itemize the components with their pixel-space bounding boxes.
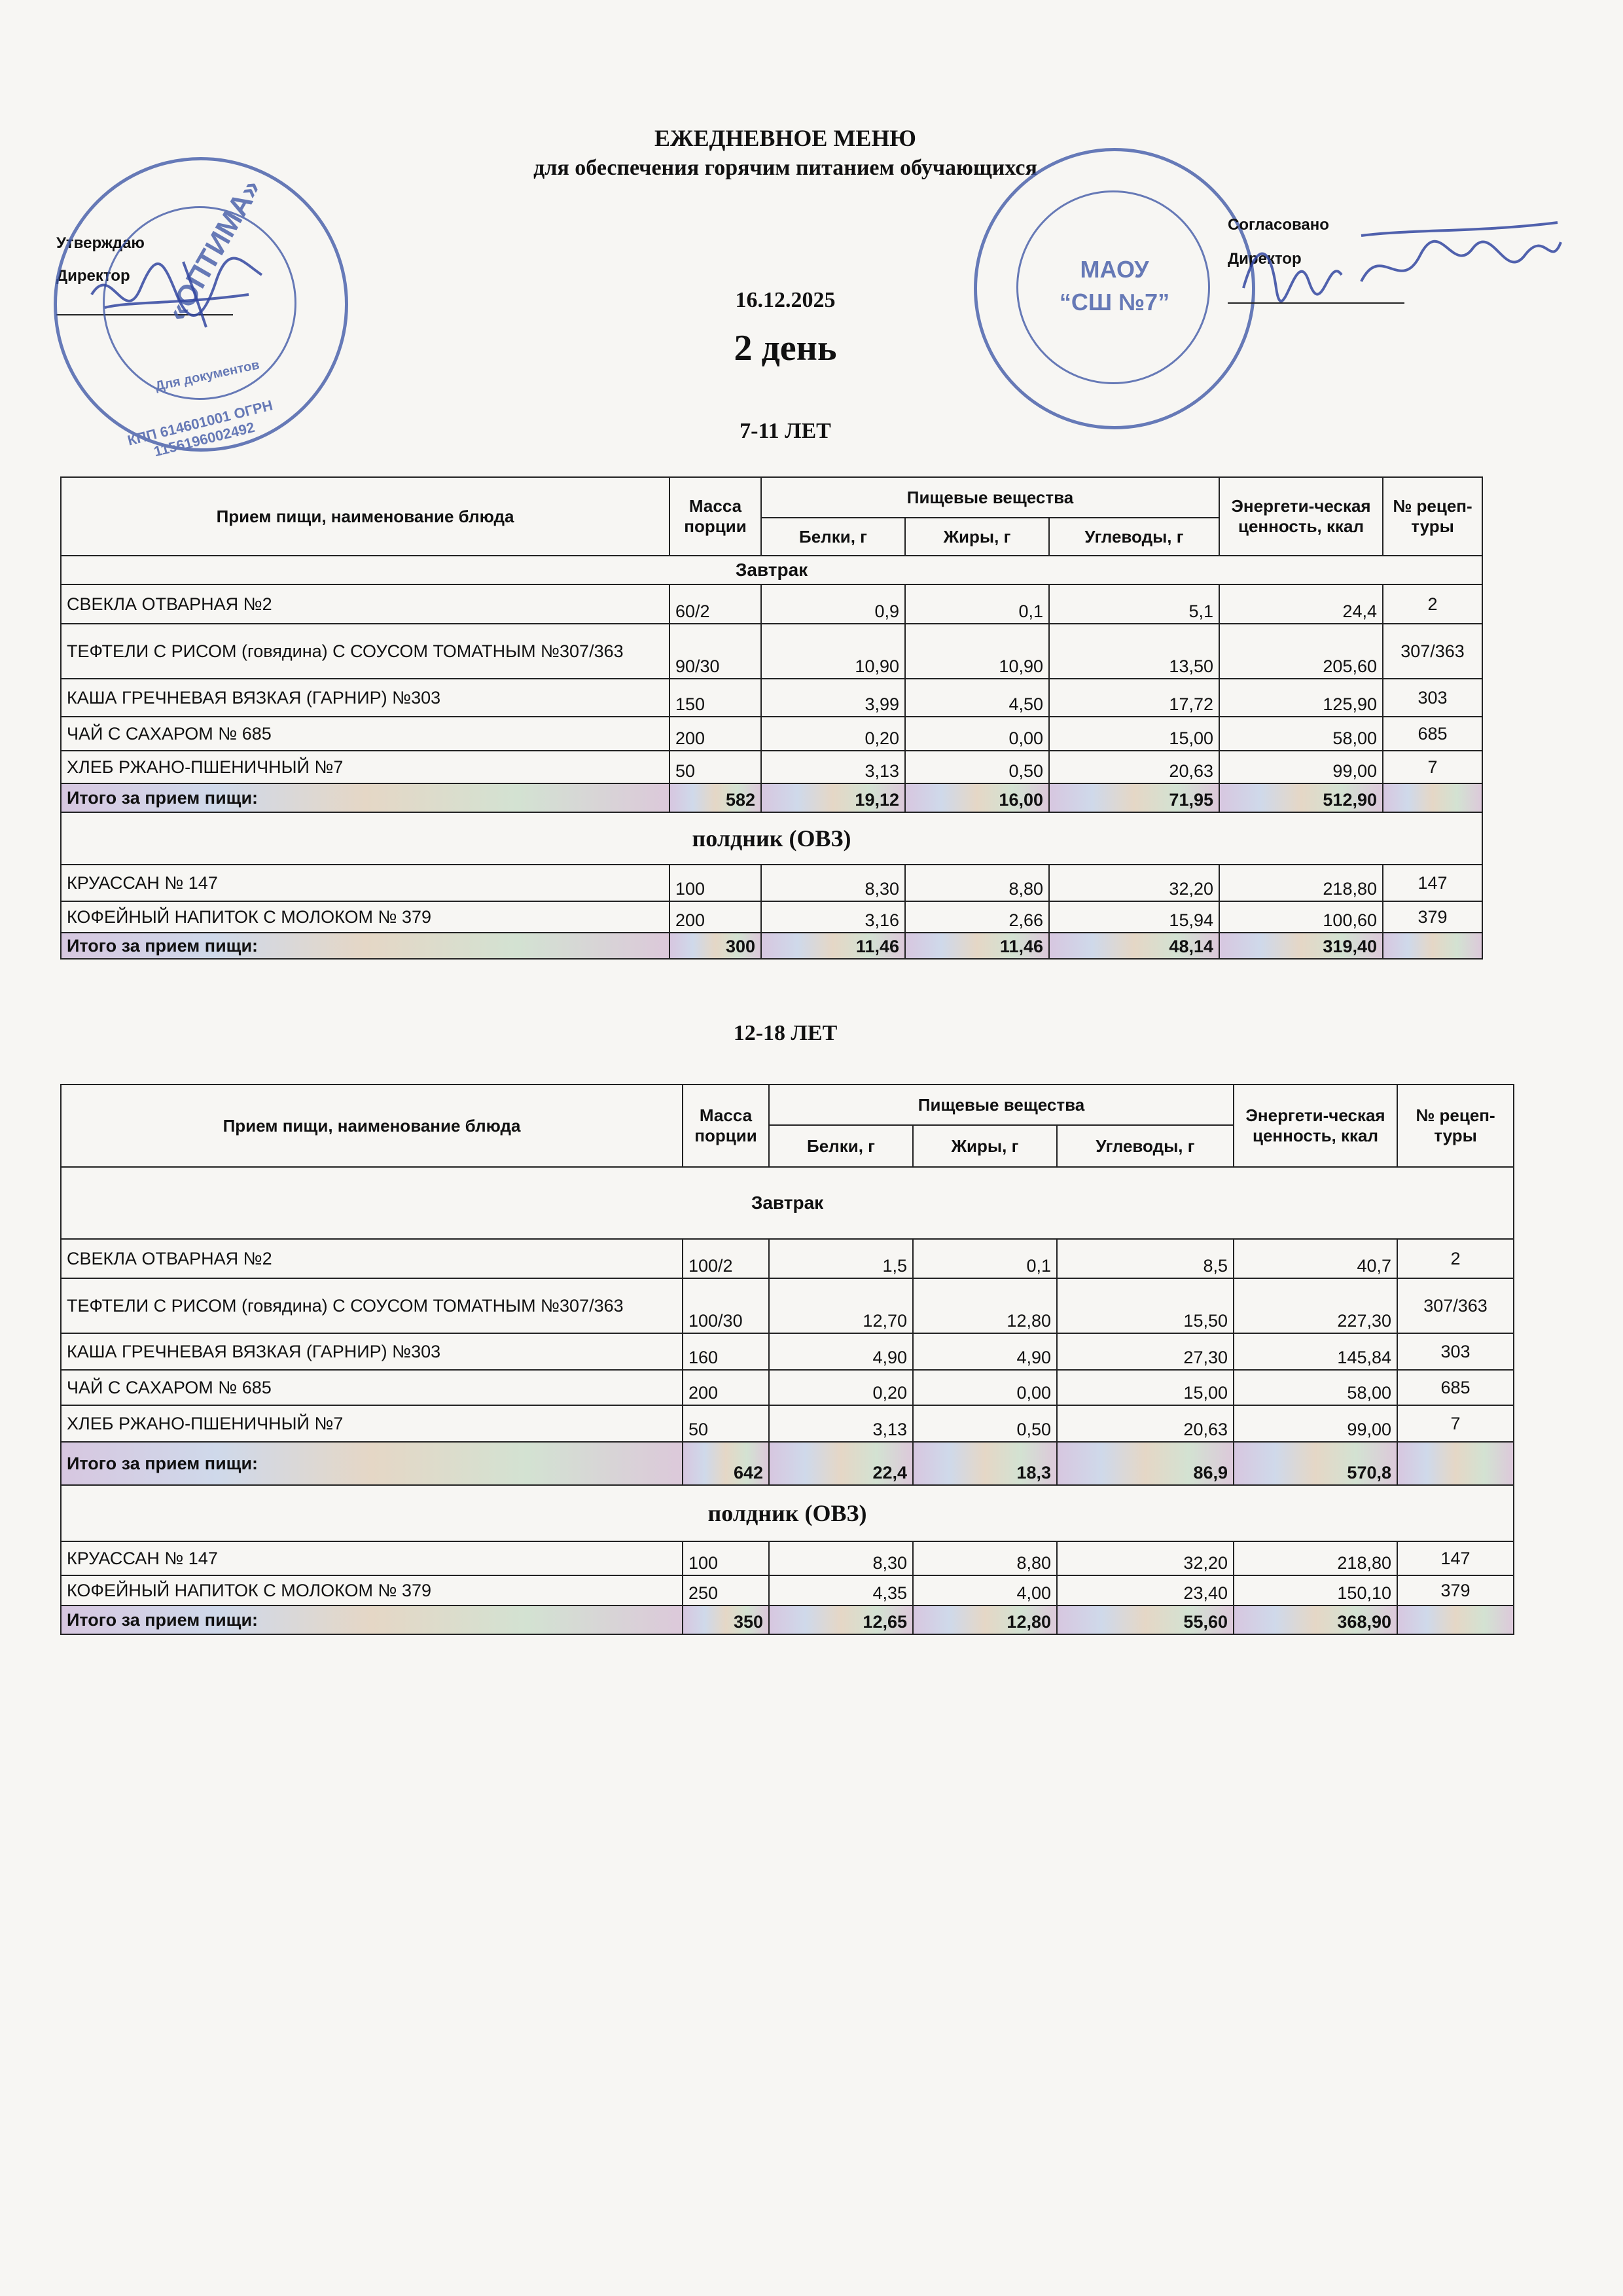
table-row xyxy=(61,584,1482,624)
dish-energy: 99,00 xyxy=(1234,1405,1397,1442)
total-carbs: 71,95 xyxy=(1049,783,1219,812)
dish-energy: 100,60 xyxy=(1219,901,1383,933)
dish-recipe: 685 xyxy=(1397,1370,1514,1405)
dish-energy: 99,00 xyxy=(1219,751,1383,783)
dish-recipe: 147 xyxy=(1383,865,1482,901)
right-seal-line-1: МАОУ xyxy=(1080,256,1149,283)
dish-mass: 100 xyxy=(669,865,761,901)
left-signature xyxy=(79,249,275,340)
meal-title-breakfast: Завтрак xyxy=(61,556,1482,584)
dish-recipe: 2 xyxy=(1397,1239,1514,1278)
meal-title-breakfast: Завтрак xyxy=(61,1167,1514,1239)
dish-protein: 12,70 xyxy=(769,1278,913,1333)
total-carbs: 48,14 xyxy=(1049,933,1219,959)
dish-name: КАША ГРЕЧНЕВАЯ ВЯЗКАЯ (ГАРНИР) №303 xyxy=(61,679,669,717)
dish-mass: 100 xyxy=(683,1541,769,1575)
total-row xyxy=(61,783,1482,812)
menu-day: 2 день xyxy=(734,328,837,368)
total-fat: 16,00 xyxy=(905,783,1049,812)
dish-protein: 4,35 xyxy=(769,1575,913,1605)
total-label: Итого за прием пищи: xyxy=(61,1442,683,1485)
dish-protein: 0,20 xyxy=(769,1370,913,1405)
total-recipe-empty xyxy=(1397,1605,1514,1634)
dish-recipe: 303 xyxy=(1397,1333,1514,1370)
dish-protein: 4,90 xyxy=(769,1333,913,1370)
total-mass: 350 xyxy=(683,1605,769,1634)
dish-fat: 0,1 xyxy=(905,584,1049,624)
agreed-role: Директор xyxy=(1228,250,1302,268)
total-protein: 22,4 xyxy=(769,1442,913,1485)
meal-title-snack: полдник (ОВЗ) xyxy=(61,812,1482,865)
col-nutrients-header: Пищевые вещества xyxy=(769,1085,1234,1125)
dish-fat: 0,50 xyxy=(913,1405,1057,1442)
total-energy: 368,90 xyxy=(1234,1605,1397,1634)
col-mass-header: Масса порции xyxy=(669,477,761,556)
col-name-header: Прием пищи, наименование блюда xyxy=(61,1085,683,1167)
table-row xyxy=(61,1370,1514,1405)
col-carbs-header: Углеводы, г xyxy=(1049,518,1219,556)
dish-protein: 3,16 xyxy=(761,901,905,933)
total-recipe-empty xyxy=(1397,1442,1514,1485)
dish-mass: 200 xyxy=(683,1370,769,1405)
dish-name: ТЕФТЕЛИ С РИСОМ (говядина) С СОУСОМ ТОМАТНЫМ №307/363 xyxy=(61,1278,683,1333)
dish-recipe: 147 xyxy=(1397,1541,1514,1575)
dish-fat: 4,50 xyxy=(905,679,1049,717)
dish-name: СВЕКЛА ОТВАРНАЯ №2 xyxy=(61,584,669,624)
dish-energy: 58,00 xyxy=(1234,1370,1397,1405)
total-protein: 19,12 xyxy=(761,783,905,812)
dish-carbs: 15,00 xyxy=(1057,1370,1234,1405)
left-seal-caption: Для документов xyxy=(154,357,261,394)
total-mass: 582 xyxy=(669,783,761,812)
col-protein-header: Белки, г xyxy=(761,518,905,556)
dish-name: СВЕКЛА ОТВАРНАЯ №2 xyxy=(61,1239,683,1278)
total-energy: 570,8 xyxy=(1234,1442,1397,1485)
col-energy-header: Энергети-ческая ценность, ккал xyxy=(1219,477,1383,556)
dish-energy: 150,10 xyxy=(1234,1575,1397,1605)
table-row xyxy=(61,717,1482,751)
total-carbs: 55,60 xyxy=(1057,1605,1234,1634)
dish-recipe: 7 xyxy=(1383,751,1482,783)
dish-carbs: 23,40 xyxy=(1057,1575,1234,1605)
total-protein: 11,46 xyxy=(761,933,905,959)
dish-mass: 150 xyxy=(669,679,761,717)
dish-carbs: 32,20 xyxy=(1057,1541,1234,1575)
total-fat: 18,3 xyxy=(913,1442,1057,1485)
dish-carbs: 5,1 xyxy=(1049,584,1219,624)
document-title: ЕЖЕДНЕВНОЕ МЕНЮ xyxy=(654,125,916,151)
table-row xyxy=(61,1541,1514,1575)
dish-protein: 3,13 xyxy=(761,751,905,783)
right-seal-line-2: “СШ №7” xyxy=(1059,289,1170,315)
dish-protein: 1,5 xyxy=(769,1239,913,1278)
left-seal-center: «ОПТИМА» xyxy=(160,173,268,327)
dish-carbs: 20,63 xyxy=(1057,1405,1234,1442)
total-mass: 642 xyxy=(683,1442,769,1485)
total-row xyxy=(61,1605,1514,1634)
total-mass: 300 xyxy=(669,933,761,959)
dish-name: ЧАЙ С САХАРОМ № 685 xyxy=(61,1370,683,1405)
table-row xyxy=(61,1278,1514,1333)
meal-title-snack: полдник (ОВЗ) xyxy=(61,1485,1514,1541)
total-carbs: 86,9 xyxy=(1057,1442,1234,1485)
menu-date: 16.12.2025 xyxy=(735,288,836,312)
dish-recipe: 7 xyxy=(1397,1405,1514,1442)
total-fat: 12,80 xyxy=(913,1605,1057,1634)
table-row xyxy=(61,1405,1514,1442)
dish-mass: 100/30 xyxy=(683,1278,769,1333)
age-group-title: 12-18 ЛЕТ xyxy=(733,1021,838,1045)
dish-fat: 0,00 xyxy=(913,1370,1057,1405)
total-label: Итого за прием пищи: xyxy=(61,783,669,812)
dish-mass: 200 xyxy=(669,717,761,751)
dish-protein: 3,13 xyxy=(769,1405,913,1442)
dish-recipe: 2 xyxy=(1383,584,1482,624)
col-mass-header: Масса порции xyxy=(683,1085,769,1167)
total-row xyxy=(61,933,1482,959)
table-row xyxy=(61,901,1482,933)
dish-recipe: 379 xyxy=(1397,1575,1514,1605)
total-energy: 319,40 xyxy=(1219,933,1383,959)
dish-protein: 10,90 xyxy=(761,624,905,679)
menu-table-7-11 xyxy=(60,476,1483,960)
dish-carbs: 15,00 xyxy=(1049,717,1219,751)
dish-fat: 12,80 xyxy=(913,1278,1057,1333)
total-row xyxy=(61,1442,1514,1485)
dish-protein: 8,30 xyxy=(769,1541,913,1575)
dish-fat: 4,00 xyxy=(913,1575,1057,1605)
dish-recipe: 685 xyxy=(1383,717,1482,751)
dish-fat: 4,90 xyxy=(913,1333,1057,1370)
dish-mass: 160 xyxy=(683,1333,769,1370)
dish-recipe: 307/363 xyxy=(1383,624,1482,679)
dish-energy: 218,80 xyxy=(1234,1541,1397,1575)
dish-name: КРУАССАН № 147 xyxy=(61,865,669,901)
total-recipe-empty xyxy=(1383,933,1482,959)
total-fat: 11,46 xyxy=(905,933,1049,959)
total-label: Итого за прием пищи: xyxy=(61,933,669,959)
dish-mass: 200 xyxy=(669,901,761,933)
right-seal xyxy=(974,148,1255,429)
col-fat-header: Жиры, г xyxy=(913,1125,1057,1167)
right-signature xyxy=(1230,216,1571,314)
dish-fat: 10,90 xyxy=(905,624,1049,679)
dish-carbs: 17,72 xyxy=(1049,679,1219,717)
dish-protein: 8,30 xyxy=(761,865,905,901)
dish-carbs: 13,50 xyxy=(1049,624,1219,679)
col-name-header: Прием пищи, наименование блюда xyxy=(61,477,669,556)
dish-name: ТЕФТЕЛИ С РИСОМ (говядина) С СОУСОМ ТОМАТНЫМ №307/363 xyxy=(61,624,669,679)
age-group-title: 7-11 ЛЕТ xyxy=(740,419,831,443)
dish-energy: 227,30 xyxy=(1234,1278,1397,1333)
dish-carbs: 32,20 xyxy=(1049,865,1219,901)
menu-table-12-18 xyxy=(60,1084,1514,1635)
table-row xyxy=(61,1333,1514,1370)
dish-name: ХЛЕБ РЖАНО-ПШЕНИЧНЫЙ №7 xyxy=(61,751,669,783)
total-protein: 12,65 xyxy=(769,1605,913,1634)
dish-name: КОФЕЙНЫЙ НАПИТОК С МОЛОКОМ № 379 xyxy=(61,1575,683,1605)
dish-energy: 218,80 xyxy=(1219,865,1383,901)
dish-fat: 0,00 xyxy=(905,717,1049,751)
total-recipe-empty xyxy=(1383,783,1482,812)
dish-name: ЧАЙ С САХАРОМ № 685 xyxy=(61,717,669,751)
dish-carbs: 8,5 xyxy=(1057,1239,1234,1278)
dish-fat: 0,50 xyxy=(905,751,1049,783)
approve-role: Директор xyxy=(56,267,130,285)
dish-name: КАША ГРЕЧНЕВАЯ ВЯЗКАЯ (ГАРНИР) №303 xyxy=(61,1333,683,1370)
dish-recipe: 379 xyxy=(1383,901,1482,933)
dish-fat: 8,80 xyxy=(913,1541,1057,1575)
total-label: Итого за прием пищи: xyxy=(61,1605,683,1634)
table-row xyxy=(61,865,1482,901)
dish-name: КРУАССАН № 147 xyxy=(61,1541,683,1575)
left-seal-edge: КПП 614601001 ОГРН 1156196002492 xyxy=(126,397,275,460)
dish-energy: 40,7 xyxy=(1234,1239,1397,1278)
dish-name: ХЛЕБ РЖАНО-ПШЕНИЧНЫЙ №7 xyxy=(61,1405,683,1442)
dish-energy: 125,90 xyxy=(1219,679,1383,717)
dish-mass: 50 xyxy=(683,1405,769,1442)
dish-energy: 58,00 xyxy=(1219,717,1383,751)
document-subtitle: для обеспечения горячим питанием обучающихся xyxy=(533,156,1037,180)
dish-protein: 0,20 xyxy=(761,717,905,751)
dish-energy: 205,60 xyxy=(1219,624,1383,679)
dish-carbs: 15,50 xyxy=(1057,1278,1234,1333)
col-recipe-header: № рецеп-туры xyxy=(1397,1085,1514,1167)
total-energy: 512,90 xyxy=(1219,783,1383,812)
dish-fat: 0,1 xyxy=(913,1239,1057,1278)
dish-mass: 60/2 xyxy=(669,584,761,624)
dish-energy: 24,4 xyxy=(1219,584,1383,624)
dish-recipe: 307/363 xyxy=(1397,1278,1514,1333)
dish-mass: 50 xyxy=(669,751,761,783)
col-energy-header: Энергети-ческая ценность, ккал xyxy=(1234,1085,1397,1167)
table-row xyxy=(61,624,1482,679)
dish-energy: 145,84 xyxy=(1234,1333,1397,1370)
dish-carbs: 27,30 xyxy=(1057,1333,1234,1370)
table-row xyxy=(61,1575,1514,1605)
col-recipe-header: № рецеп-туры xyxy=(1383,477,1482,556)
table-row xyxy=(61,1239,1514,1278)
dish-recipe: 303 xyxy=(1383,679,1482,717)
agreed-label: Согласовано xyxy=(1228,216,1329,234)
dish-carbs: 20,63 xyxy=(1049,751,1219,783)
table-row xyxy=(61,751,1482,783)
dish-fat: 8,80 xyxy=(905,865,1049,901)
approve-label: Утверждаю xyxy=(56,234,145,252)
col-protein-header: Белки, г xyxy=(769,1125,913,1167)
dish-mass: 90/30 xyxy=(669,624,761,679)
dish-mass: 100/2 xyxy=(683,1239,769,1278)
table-row xyxy=(61,679,1482,717)
dish-name: КОФЕЙНЫЙ НАПИТОК С МОЛОКОМ № 379 xyxy=(61,901,669,933)
col-fat-header: Жиры, г xyxy=(905,518,1049,556)
dish-protein: 3,99 xyxy=(761,679,905,717)
dish-protein: 0,9 xyxy=(761,584,905,624)
dish-mass: 250 xyxy=(683,1575,769,1605)
col-nutrients-header: Пищевые вещества xyxy=(761,477,1219,518)
col-carbs-header: Углеводы, г xyxy=(1057,1125,1234,1167)
dish-fat: 2,66 xyxy=(905,901,1049,933)
dish-carbs: 15,94 xyxy=(1049,901,1219,933)
